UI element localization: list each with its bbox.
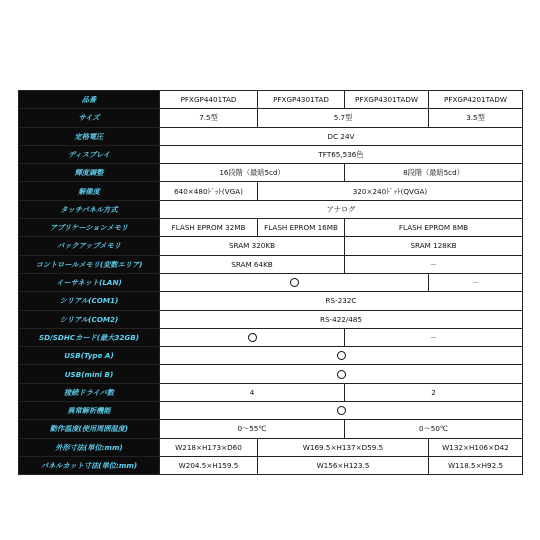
diagnosis-value [160,402,523,420]
temperature-value-2: 0～50℃ [345,420,523,438]
drivers-value-1: 4 [160,383,345,401]
row-display [19,145,523,163]
label-size: サイズ [19,109,160,127]
label-brightness: 輝度調整 [19,164,160,182]
label-usb-b: USB(mini B) [19,365,160,383]
label-serial1: シリアル(COM1) [19,292,160,310]
row-diagnosis [19,402,523,420]
label-usb-a: USB(Type A) [19,347,160,365]
outer-dims-value-2: W169.5×H137×D59.5 [258,438,429,456]
row-serial1 [19,292,523,310]
app-memory-value-1: FLASH EPROM 32MB [160,219,258,237]
available-mark-icon [337,370,346,379]
row-drivers [19,383,523,401]
spec-table [18,90,523,475]
row-app-memory [19,219,523,237]
row-usb-b [19,365,523,383]
sd-card-value-2: － [345,328,523,346]
model-3: PFXGP4301TADW [345,91,429,109]
sd-card-value-1 [160,328,345,346]
usb-b-value [160,365,523,383]
backup-memory-value-1: SRAM 320KB [160,237,345,255]
resolution-value-2: 320×240ﾄﾞｯﾄ(QVGA) [258,182,523,200]
model-2: PFXGP4301TAD [258,91,345,109]
drivers-value-2: 2 [345,383,523,401]
label-model: 品番 [19,91,160,109]
row-temperature [19,420,523,438]
label-outer-dims: 外形寸法(単位:mm) [19,438,160,456]
row-outer-dims [19,438,523,456]
temperature-value-1: 0～55℃ [160,420,345,438]
row-sd-card [19,328,523,346]
ethernet-value-2: － [429,273,523,291]
label-drivers: 接続ドライバ数 [19,383,160,401]
label-display: ディスプレイ [19,145,160,163]
label-touch: タッチパネル方式 [19,200,160,218]
row-touch [19,200,523,218]
brightness-value-1: 16段階（最暗5cd） [160,164,345,182]
size-value-3: 3.5型 [429,109,523,127]
label-app-memory: アプリケーションメモリ [19,219,160,237]
panel-cut-value-2: W156×H123.5 [258,456,429,474]
label-resolution: 解像度 [19,182,160,200]
row-usb-a [19,347,523,365]
display-value: TFT65,536色 [160,145,523,163]
label-control-memory: コントロールメモリ(変数エリア) [19,255,160,273]
control-memory-value-1: SRAM 64KB [160,255,345,273]
row-voltage [19,127,523,145]
touch-value: アナログ [160,200,523,218]
label-voltage: 定格電圧 [19,127,160,145]
panel-cut-value-3: W118.5×H92.5 [429,456,523,474]
brightness-value-2: 8段階（最暗5cd） [345,164,523,182]
ethernet-value-1 [160,273,429,291]
label-panel-cut: パネルカット寸法(単位:mm) [19,456,160,474]
outer-dims-value-1: W218×H173×D60 [160,438,258,456]
row-brightness [19,164,523,182]
row-control-memory [19,255,523,273]
control-memory-value-2: － [345,255,523,273]
row-backup-memory [19,237,523,255]
outer-dims-value-3: W132×H106×D42 [429,438,523,456]
label-serial2: シリアル(COM2) [19,310,160,328]
usb-a-value [160,347,523,365]
row-model [19,91,523,109]
app-memory-value-2: FLASH EPROM 16MB [258,219,345,237]
serial2-value: RS-422/485 [160,310,523,328]
resolution-value-1: 640×480ﾄﾞｯﾄ(VGA) [160,182,258,200]
size-value-2: 5.7型 [258,109,429,127]
available-mark-icon [290,278,299,287]
model-1: PFXGP4401TAD [160,91,258,109]
row-resolution [19,182,523,200]
size-value-1: 7.5型 [160,109,258,127]
row-serial2 [19,310,523,328]
app-memory-value-3: FLASH EPROM 8MB [345,219,523,237]
backup-memory-value-2: SRAM 128KB [345,237,523,255]
available-mark-icon [337,406,346,415]
label-ethernet: イーサネット(LAN) [19,273,160,291]
row-size [19,109,523,127]
available-mark-icon [248,333,257,342]
row-ethernet [19,273,523,291]
label-sd-card: SD/SDHCカード(最大32GB) [19,328,160,346]
voltage-value: DC 24V [160,127,523,145]
panel-cut-value-1: W204.5×H159.5 [160,456,258,474]
row-panel-cut [19,456,523,474]
model-4: PFXGP4201TADW [429,91,523,109]
available-mark-icon [337,351,346,360]
label-backup-memory: バックアップメモリ [19,237,160,255]
label-temperature: 動作温度(使用周囲温度) [19,420,160,438]
label-diagnosis: 異常解析機能 [19,402,160,420]
serial1-value: RS-232C [160,292,523,310]
